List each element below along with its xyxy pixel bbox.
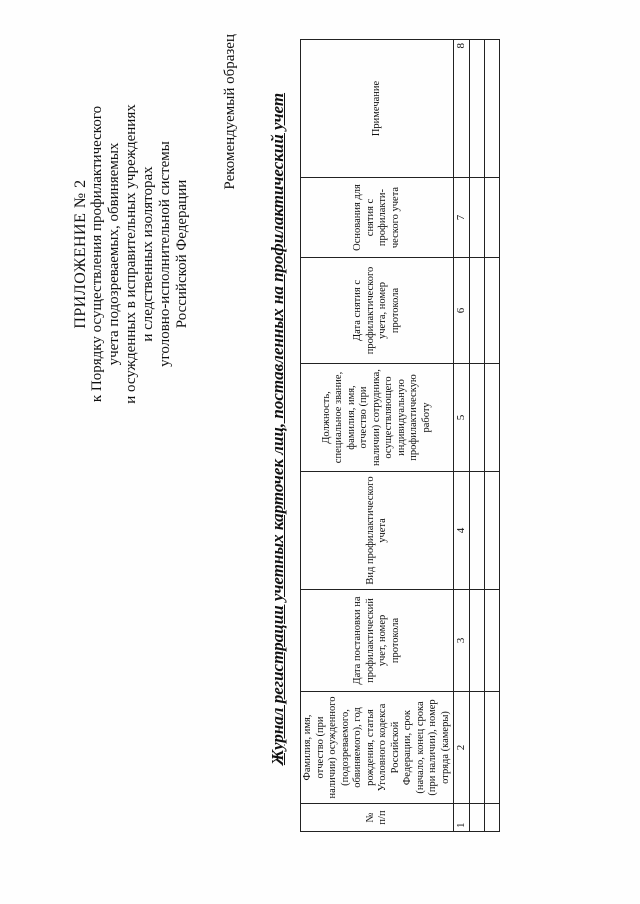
table-cell — [470, 40, 485, 178]
journal-title: Журнал регистрации учетных карточек лиц, поставленных на профилактический учет — [268, 92, 287, 766]
appendix-line: и осужденных в исправительных учреждениях — [123, 104, 139, 404]
column-number: 8 — [454, 40, 470, 178]
header-cell-note: Примечание — [301, 40, 454, 178]
header-cell-person: Фамилия, имя, отчество (при наличии) осужденного (подозреваемого, обвиняемого), год рождения, статья Уголовного кодекса Российской Федерации, срок (начало, конец срока (при наличии), номер отряда (камеры) — [301, 692, 454, 804]
table-cell — [485, 590, 500, 692]
table-cell — [470, 804, 485, 832]
table-cell — [470, 590, 485, 692]
table-cell — [485, 364, 500, 472]
recommended-sample-label: Рекомендуемый образец — [222, 34, 238, 190]
header-cell-removal-grounds: Основания для снятия с профилакти-ческого учета — [301, 178, 454, 258]
appendix-line: и следственных изоляторах — [140, 166, 156, 342]
column-number: 5 — [454, 364, 470, 472]
table-cell — [470, 364, 485, 472]
appendix-block — [72, 24, 191, 484]
appendix-line: уголовно-исполнительной системы — [157, 141, 173, 367]
column-number: 2 — [454, 692, 470, 804]
table-row — [470, 40, 485, 832]
table-cell — [485, 178, 500, 258]
table-cell — [485, 692, 500, 804]
column-number: 4 — [454, 472, 470, 590]
appendix-line: Российской Федерации — [174, 179, 190, 329]
header-cell-officer: Должность, специальное звание, фамилия, имя, отчество (при наличии) сотрудника, осуществляющего индивидуальную профилактическую работу — [301, 364, 454, 472]
column-number-row — [454, 40, 470, 832]
table-cell — [485, 40, 500, 178]
column-number: 6 — [454, 258, 470, 364]
table-cell — [470, 178, 485, 258]
table-cell — [485, 258, 500, 364]
journal-table — [300, 39, 500, 832]
header-cell-number: № п/п — [301, 804, 454, 832]
header-cell-registration-date: Дата постановки на профилактический учет, номер протокола — [301, 590, 454, 692]
appendix-title: ПРИЛОЖЕНИЕ № 2 — [72, 179, 89, 329]
column-number: 3 — [454, 590, 470, 692]
appendix-line: к Порядку осуществления профилактического — [89, 105, 105, 403]
column-number: 7 — [454, 178, 470, 258]
table-cell — [470, 258, 485, 364]
header-cell-removal-date: Дата снятия с профилактического учета, номер протокола — [301, 258, 454, 364]
column-number: 1 — [454, 804, 470, 832]
table-cell — [470, 692, 485, 804]
table-cell — [485, 804, 500, 832]
appendix-line: учета подозреваемых, обвиняемых — [106, 142, 122, 366]
header-row — [301, 40, 454, 832]
header-cell-registration-type: Вид профилактического учета — [301, 472, 454, 590]
table-cell — [485, 472, 500, 590]
table-row — [485, 40, 500, 832]
table-cell — [470, 472, 485, 590]
